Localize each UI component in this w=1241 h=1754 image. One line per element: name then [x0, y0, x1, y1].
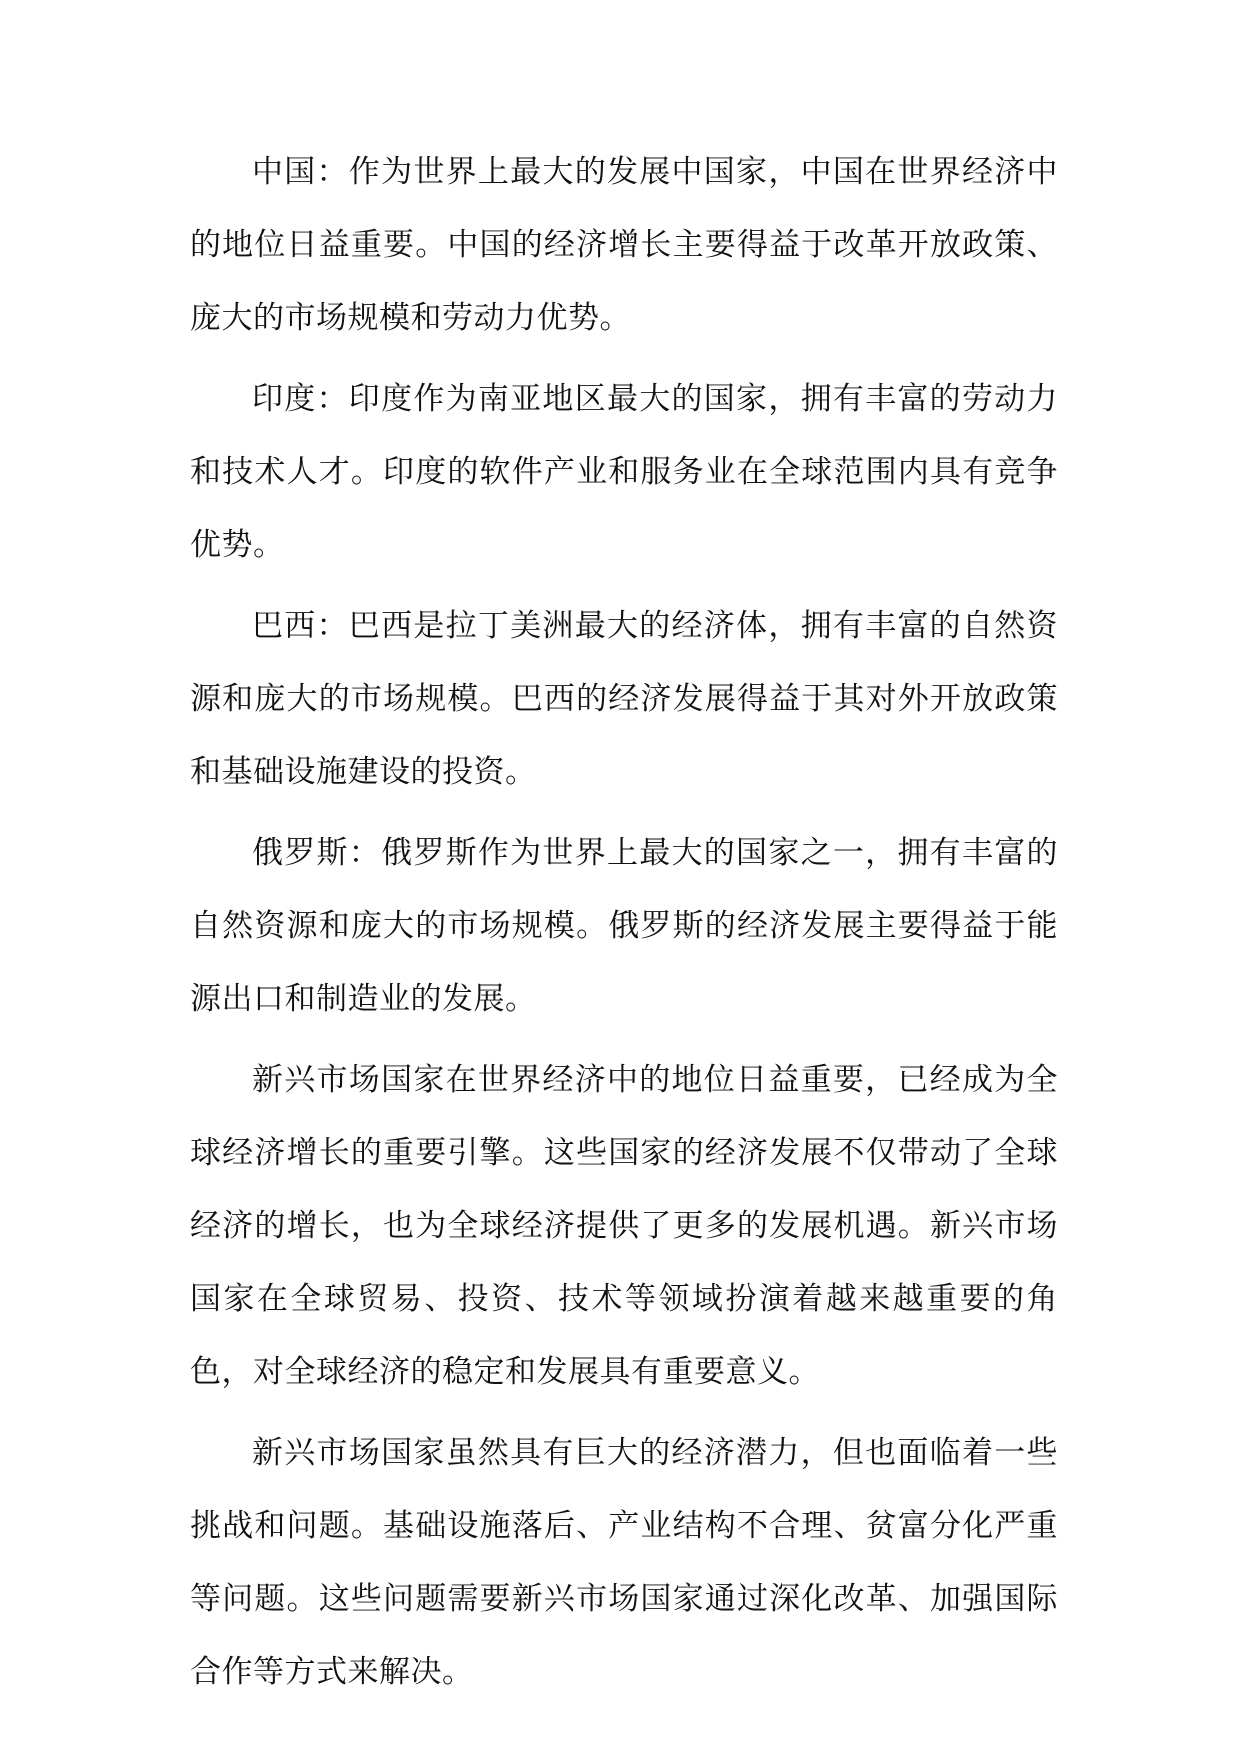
document-body: [190, 136, 1058, 1717]
paragraph-brazil: 巴西：巴西是拉丁美洲最大的经济体，拥有丰富的自然资源和庞大的市场规模。巴西的经济发展得益于其对外开放政策和基础设施建设的投资。: [190, 608, 1058, 790]
paragraph-china: 中国：作为世界上最大的发展中国家，中国在世界经济中的地位日益重要。中国的经济增长主要得益于改革开放政策、庞大的市场规模和劳动力优势。: [190, 154, 1058, 336]
paragraph-emerging-markets-importance: 新兴市场国家在世界经济中的地位日益重要，已经成为全球经济增长的重要引擎。这些国家的经济发展不仅带动了全球经济的增长，也为全球经济提供了更多的发展机遇。新兴市场国家在全球贸易、投资、技术等领域扮演着越来越重要的角色，对全球经济的稳定和发展具有重要意义。: [190, 1062, 1058, 1390]
paragraph-emerging-markets-challenges: 新兴市场国家虽然具有巨大的经济潜力，但也面临着一些挑战和问题。基础设施落后、产业结构不合理、贫富分化严重等问题。这些问题需要新兴市场国家通过深化改革、加强国际合作等方式来解决。: [190, 1435, 1058, 1690]
paragraph-russia: 俄罗斯：俄罗斯作为世界上最大的国家之一，拥有丰富的自然资源和庞大的市场规模。俄罗斯的经济发展主要得益于能源出口和制造业的发展。: [190, 835, 1058, 1017]
paragraph-india: 印度：印度作为南亚地区最大的国家，拥有丰富的劳动力和技术人才。印度的软件产业和服务业在全球范围内具有竞争优势。: [190, 381, 1058, 563]
